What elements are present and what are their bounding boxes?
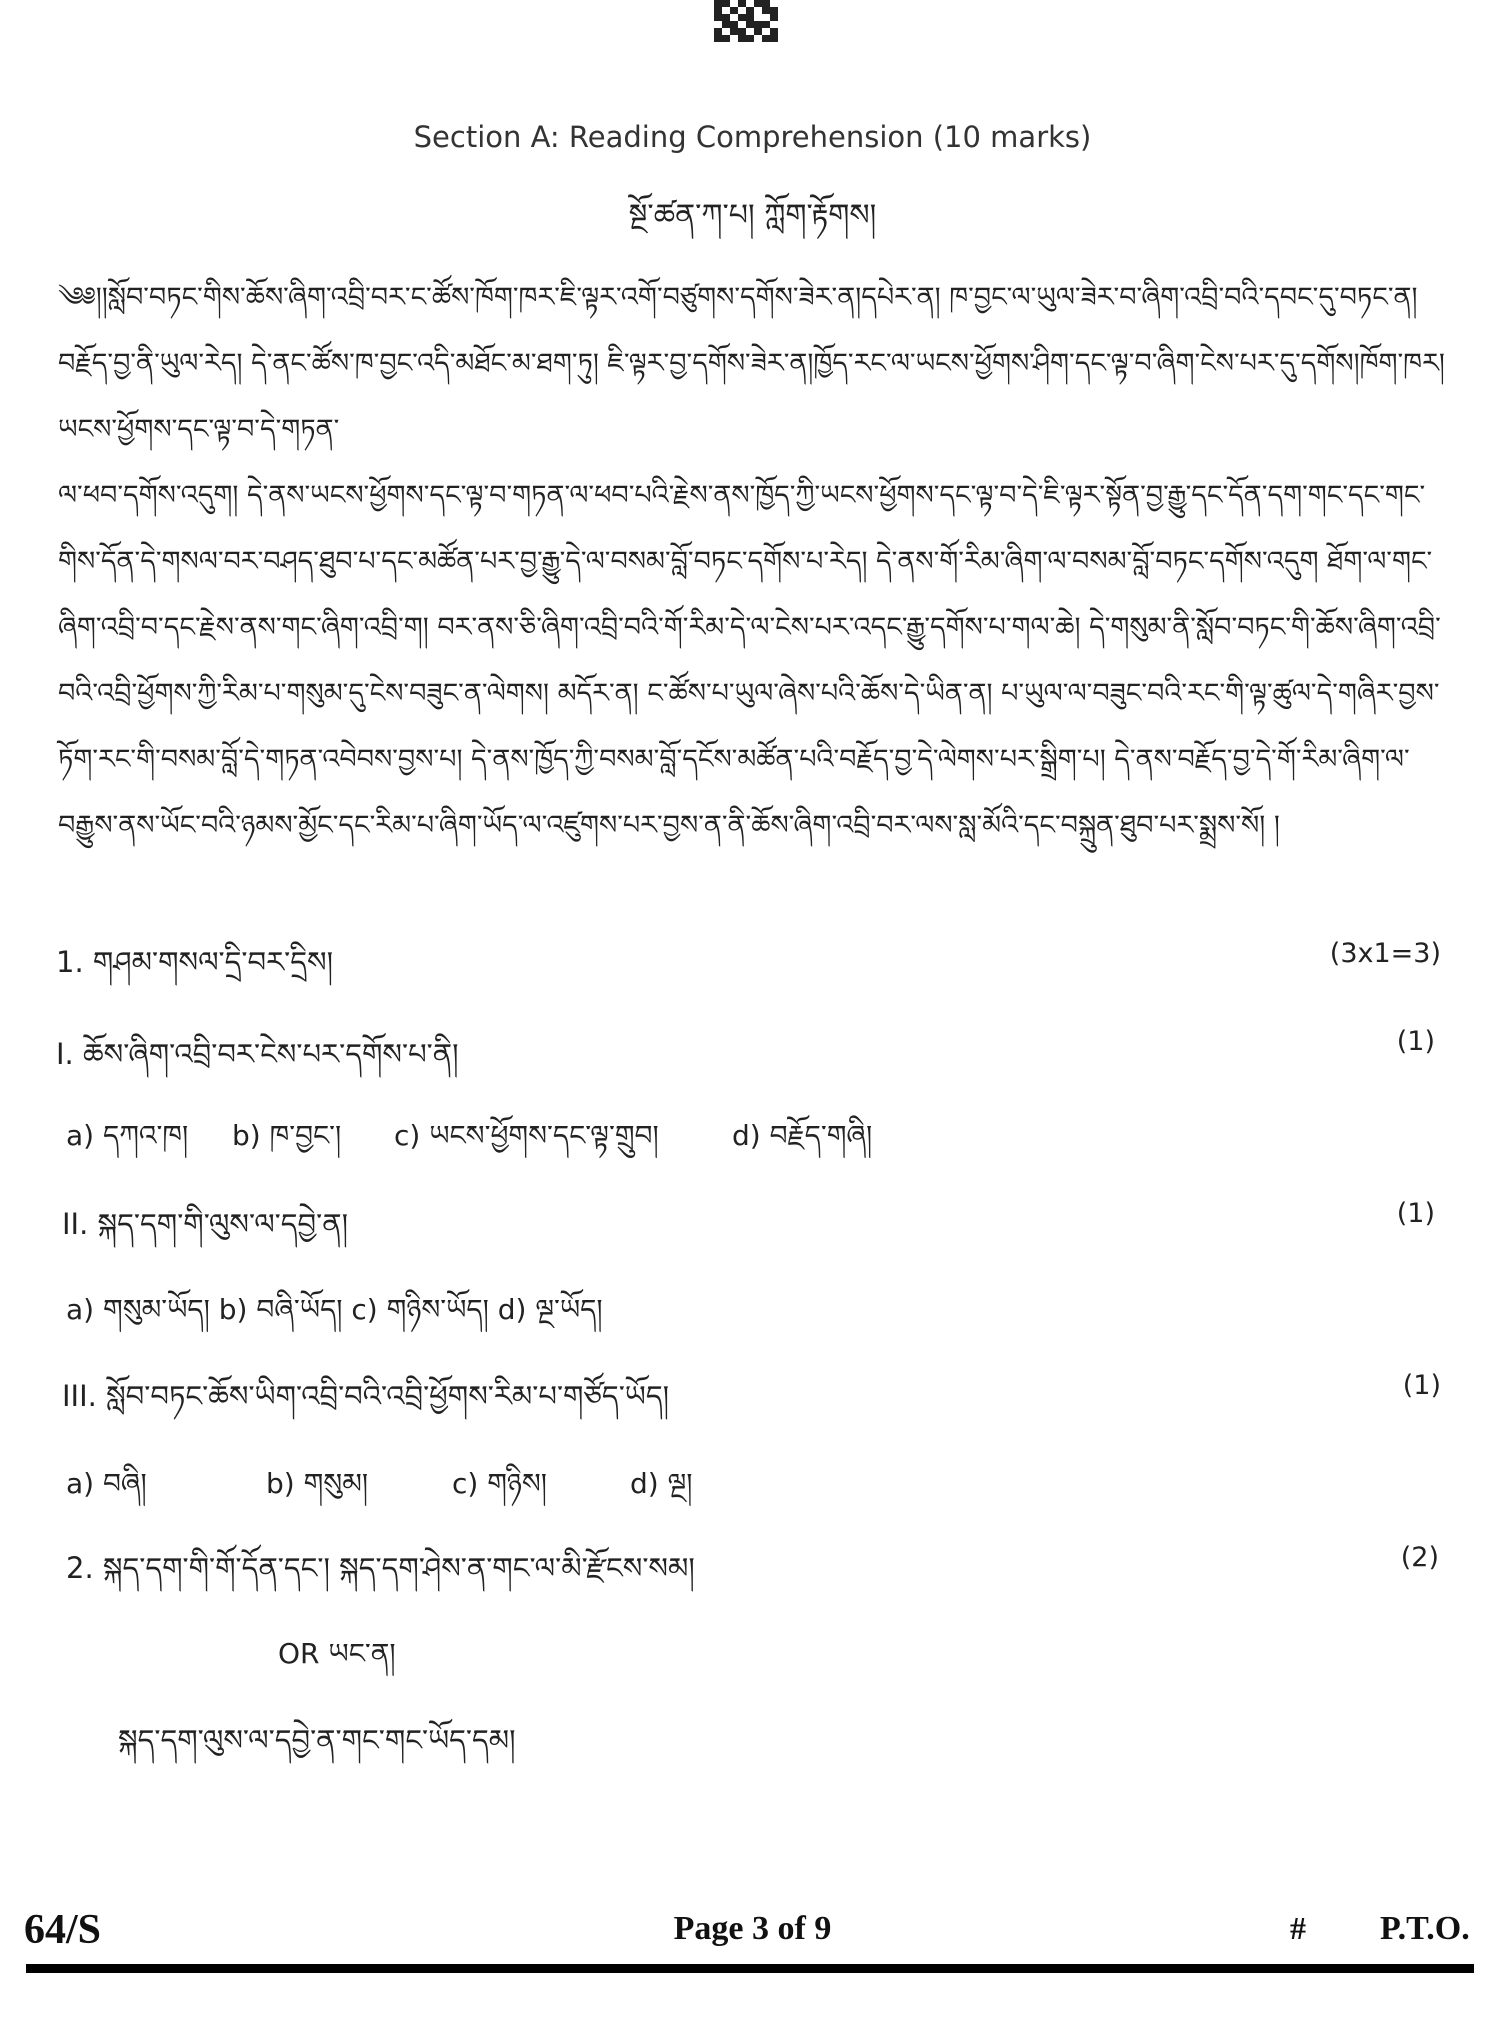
pto-label: P.T.O. (1380, 1910, 1470, 1947)
footer-rule (26, 1964, 1474, 1973)
question-i-label: I. ཆོས་ཞིག་འབྲི་བར་ངེས་པར་དགོས་པ་ནི། (56, 1037, 459, 1071)
question-i-marks: (1) (1396, 1026, 1435, 1057)
option-c: c) གཉིས། (452, 1467, 548, 1500)
option-b: b) གསུམ། (266, 1467, 369, 1500)
passage-paragraph: ལ་ཕབ་དགོས་འདུག། དེ་ནས་ཡངས་ཕྱོགས་དང་ལྟ་བ་གཏན་ལ་ཕབ་པའི་རྗེས་ནས་ཁྱོད་ཀྱི་ཡངས་ཕྱོགས་དང་ལྟ་བ་དེ་ཇི་ལྟར་སྟོན་བྱ་རྒྱུ་དང་དོན་དག་གང་དང་གང་གིས་དོན་དེ་གསལ་བར་བཤད་ཐུབ་པ་དང་མཚོན་པར་བྱ་རྒྱུ་དེ་ལ་བསམ་བློ་བཏང་དགོས་པ་རེད། དེ་ནས་གོ་རིམ་ཞིག་ལ་བསམ་བློ་བཏང་དགོས་འདུག ཐོག་ལ་གང་ཞིག་འབྲི་བ་དང་རྗེས་ནས་གང་ཞིག་འབྲི་ག། བར་ནས་ཅི་ཞིག་འབྲི་བའི་གོ་རིམ་དེ་ལ་ངེས་པར་འདང་རྒྱུ་དགོས་པ་གལ་ཆེ། དེ་གསུམ་ནི་སློབ་བཏང་གི་ཆོས་ཞིག་འབྲི་བའི་འབྲི་ཕྱོགས་ཀྱི་རིམ་པ་གསུམ་དུ་ངེས་བཟུང་ན་ལེགས། མདོར་ན། ང་ཚོས་པ་ཡུལ་ཞེས་པའི་ཆོས་དེ་ཡིན་ན། པ་ཡུལ་ལ་བཟུང་བའི་རང་གི་ལྟ་ཚུལ་དེ་གཞིར་བྱས་ཏོག་རང་གི་བསམ་བློ་དེ་གཏན་འབེབས་བྱས་པ། དེ་ནས་ཁྱོད་ཀྱི་བསམ་བློ་དངོས་མཚོན་པའི་བརྗོད་བྱ་དེ་ལེགས་པར་སྒྲིག་པ། དེ་ནས་བརྗོད་བྱ་དེ་གོ་རིམ་ཞིག་ལ་བརྒྱུས་ནས་ཡོང་བའི་ཉམས་མྱོང་དང་རིམ་པ་ཞིག་ཡོད་ལ་འཛུགས་པར་བྱས་ན་ནི་ཆོས་ཞིག་འབྲི་བར་ལས་སླ་མོའི་དང་བསྐྲུན་ཐུབ་པར་སྨྲས་སོ། ། (58, 480, 1441, 841)
question-iii-label: III. སློབ་བཏང་ཆོས་ཡིག་འབྲི་བའི་འབྲི་ཕྱོགས་རིམ་པ་གཙོད་ཡོད། (62, 1379, 670, 1413)
option-d: d) བརྗོད་གཞི། (732, 1119, 873, 1152)
paper-code: 64/S (24, 1907, 102, 1953)
question-1-label: 1. གཤམ་གསལ་དྲི་བར་དྲིས། (56, 945, 334, 979)
question-iii-marks: (1) (1402, 1370, 1441, 1401)
reading-passage (58, 265, 1458, 859)
option-a: a) དཀའ་ཁ། (66, 1119, 189, 1152)
passage-paragraph: ༄༅།།སློབ་བཏང་གིས་ཆོས་ཞིག་འབྲི་བར་ང་ཚོས་ཁོག་ཁར་ཇི་ལྟར་འགོ་བཙུགས་དགོས་ཟེར་ན།དཔེར་ན། ཁ་བྱང་ལ་ཡུལ་ཟེར་བ་ཞིག་འབྲི་བའི་དབང་དུ་བཏང་ན། བརྗོད་བྱ་ནི་ཡུལ་རེད། དེ་ནང་ཚོས་ཁ་བྱང་འདི་མཐོང་མ་ཐག་ཏུ། ཇི་ལྟར་བྱ་དགོས་ཟེར་ན།ཁྱོད་རང་ལ་ཡངས་ཕྱོགས་ཤིག་དང་ལྟ་བ་ཞིག་ངེས་པར་དུ་དགོས།ཁོག་ཁར། ཡངས་ཕྱོགས་དང་ལྟ་བ་དེ་གཏན་ (58, 282, 1445, 445)
option-c: c) ཡངས་ཕྱོགས་དང་ལྟ་གྲུབ། (394, 1119, 659, 1152)
option-row: a) གསུམ་ཡོད། b) བཞི་ཡོད། c) གཉིས་ཡོད། d) ལྔ་ཡོད། (66, 1293, 603, 1326)
section-subtitle: སྔོ་ཚན་ཀ་པ། ཀློག་རྟོགས། (628, 198, 877, 233)
question-ii-label: II. སྐད་དག་གི་ལུས་ལ་དབྱེ་ན། (62, 1207, 349, 1241)
option-d: d) ལྔ། (630, 1467, 693, 1500)
option-a: a) བཞི། (66, 1467, 147, 1500)
question-2-label: 2. སྐད་དག་གི་གོ་དོན་དང་། སྐད་དག་ཤེས་ན་གང་ལ་མི་རྫོངས་སམ། (66, 1551, 695, 1585)
question-ii-marks: (1) (1396, 1198, 1435, 1229)
qr-code-icon (714, 0, 778, 42)
question-2-alternative: སྐད་དག་ལུས་ལ་དབྱེ་ན་གང་གང་ཡོད་དམ། (118, 1723, 516, 1757)
hash-mark: # (1290, 1910, 1306, 1946)
or-label: OR ཡང་ན། (278, 1637, 396, 1670)
page-number: Page 3 of 9 (673, 1910, 832, 1947)
question-2-marks: (2) (1400, 1542, 1439, 1573)
section-title: Section A: Reading Comprehension (10 marks) (413, 120, 1092, 154)
question-1-marks: (3x1=3) (1329, 938, 1441, 969)
option-b: b) ཁ་བྱང་། (232, 1119, 342, 1152)
